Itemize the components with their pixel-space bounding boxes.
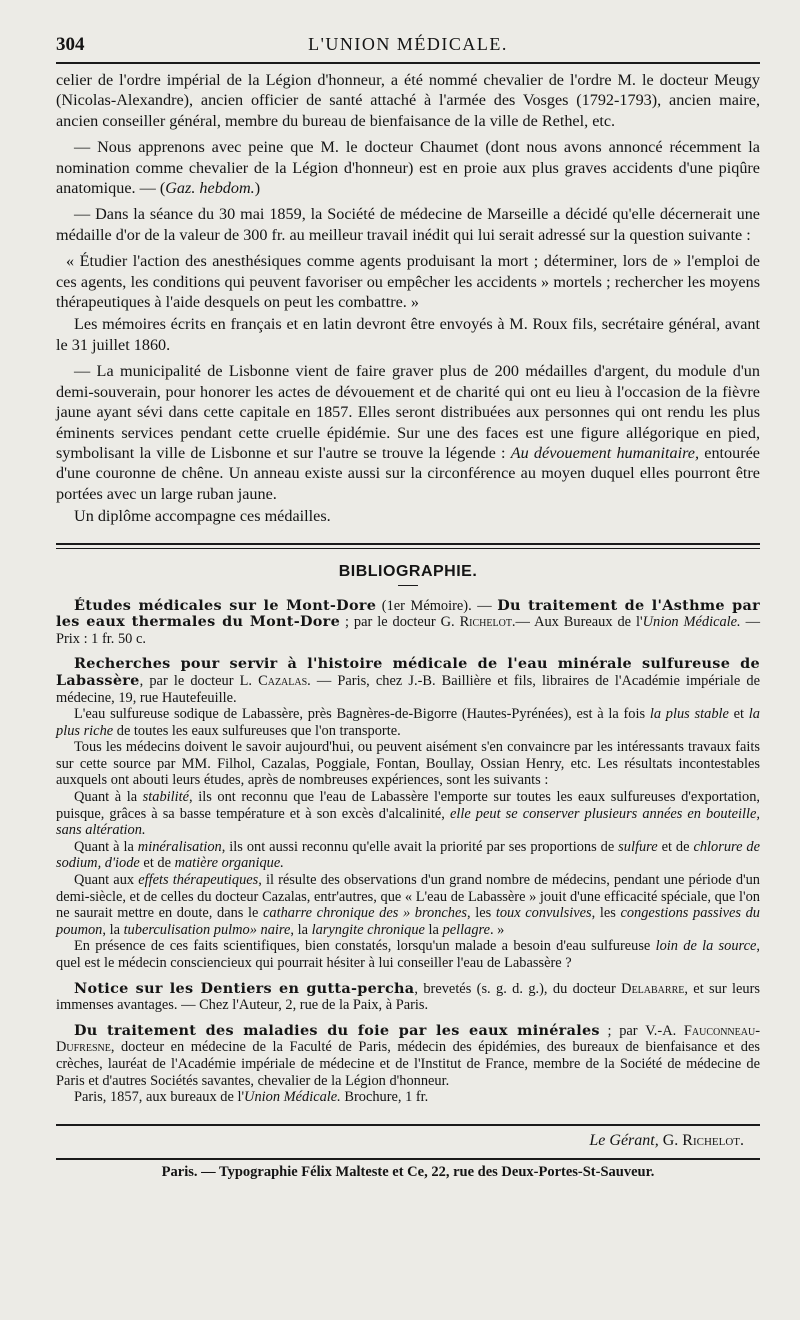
- news-section: [56, 70, 760, 527]
- medal-legend: Au dévouement humanitaire,: [510, 443, 700, 462]
- biblio-labassere-para-4: Quant à la minéralisation, ils ont aussi reconnu qu'elle avait la priorité par ses proportions de sulfure et de chlorure de sodium, d'iode et de matière organique.: [56, 838, 761, 872]
- biblio-foie-publication: Paris, 1857, aux bureaux de l'Union Médicale. Brochure, 1 fr.: [74, 1089, 429, 1106]
- news-paragraph-lisbonne: — La municipalité de Lisbonne vient de faire graver plus de 200 médailles d'argent, du module d'un demi-souverain, pour honorer les actes de dévouement et de charité qui ont eu lieu à l'occasion de la fièvre jaune ayant sévi dans cette capitale en 1857. Elles seront distribuées aux personnes qui ont rendu les plus éminents services pendant cette cruelle épidémie. Sur une des faces est une figure allégorique en pied, symbolisant la ville de Lisbonne et sur l'autre se trouve la légende : Au dévouement humanitaire, entourée d'une couronne de chêne. Un anneau existe aussi sur la circonférence au moyen duquel elles pourront être portées avec un large ruban jaune.: [56, 362, 760, 503]
- bibliography-title: BIBLIOGRAPHIE.: [338, 562, 478, 580]
- biblio-entry-foie: Du traitement des maladies du foie par les eaux minérales ; par V.-A. Fauconneau-Dufresne, docteur en médecine de la Faculté de Paris, médecin des épidémies, des bureaux de bienfaisance et des crèches, lauréat de l'Académie impériale de médecine et de l'Institut de France, membre de la Société de médecine de Paris et d'autres Sociétés savantes, chevalier de la Légion d'honneur.: [56, 1021, 760, 1089]
- biblio-labassere-para-5: Quant aux effets thérapeutiques, il résulte des observations d'un grand nombre de médecins, pendant une période d'un demi-siècle, et de celles du docteur Cazalas, entr'autres, que « L'eau de Labassère » jouit d'une efficacité spéciale, que l'on ne saurait mettre en doute, dans le catharre chronique des » bronches, les toux convulsives, les congestions passives du poumon, la tuberculisation pulmo» naire, la laryngite chronique la pellagre. »: [56, 872, 760, 938]
- biblio-labassere-para-3: Quant à la stabilité, ils ont reconnu que l'eau de Labassère l'emporte sur toutes les eaux sulfureuses d'exportation, puisque, grâces à sa basse température et à son excès d'alcalinité, elle peut se conserver plusieurs années en bouteille, sans altération.: [56, 789, 760, 839]
- signature-name: G. Richelot.: [658, 1131, 744, 1149]
- closing-rule: [56, 1124, 760, 1126]
- biblio-labassere-para-6: En présence de ces faits scientifiques, bien constatés, lorsqu'un malade a besoin d'eau sulfureuse loin de la source, quel est le médecin consciencieux qui pourrait hésiter à lui conseiller l'eau de Labassère ?: [56, 938, 760, 971]
- printer-imprint: Paris. — Typographie Félix Malteste et Ce, 22, rue des Deux-Portes-St-Sauveur.: [161, 1163, 655, 1180]
- section-divider: [56, 543, 760, 549]
- biblio-entry-labassere: Recherches pour servir à l'histoire médicale de l'eau minérale sulfureuse de Labassère, par le docteur L. Cazalas. — Paris, chez J.-B. Baillière et fils, libraires de l'Académie impériale de médecine, 19, rue Hautefeuille.: [56, 655, 760, 706]
- running-title: L'UNION MÉDICALE.: [308, 34, 508, 54]
- bibliography-section: [56, 598, 760, 1106]
- biblio-entry-dentiers: Notice sur les Dentiers en gutta-percha, brevetés (s. g. d. g.), du docteur Delabarre, et sur leurs immenses avantages. — Chez l'Auteur, 2, rue de la Paix, à Paris.: [56, 979, 760, 1014]
- footer-rule: [56, 1158, 760, 1160]
- news-paragraph-diplome: Un diplôme accompagne ces médailles.: [74, 507, 331, 526]
- news-paragraph-chaumet: — Nous apprenons avec peine que M. le docteur Chaumet (dont nous avons annoncé récemment la nomination comme chevalier de la Légion d'honneur) est en proie aux plus graves accidents d'une piqûre anatomique. — (Gaz. hebdom.): [56, 138, 760, 198]
- title-underline: [398, 585, 418, 586]
- biblio-labassere-para-2: Tous les médecins doivent le savoir aujourd'hui, ou peuvent aisément s'en convaincre par les intéressants travaux faits sur cette source par MM. Filhol, Cazalas, Poggiale, Fontan, Boullay, Ossian Henry, etc. Les résultats incontestables auxquels ont abouti leurs études, après de nombreuses expériences, sont les suivants :: [56, 739, 760, 789]
- biblio-entry-mont-dore: Études médicales sur le Mont-Dore (1er Mémoire). — Du traitement de l'Asthme par les eaux thermales du Mont-Dore ; par le docteur G. Richelot.— Aux Bureaux de l'Union Médicale. — Prix : 1 fr. 50 c.: [56, 596, 760, 647]
- news-paragraph-meugy: celier de l'ordre impérial de la Légion d'honneur, a été nommé chevalier de l'ordre M. le docteur Meugy (Nicolas-Alexandre), ancien officier de santé attaché à l'armée des Vosges (1792-1793), ancien maire, ancien conseiller général, membre du bureau de bienfaisance de la ville de Rethel, etc.: [56, 71, 760, 130]
- news-quote-question: « Étudier l'action des anesthésiques comme agents produisant la mort ; déterminer, lors de » l'emploi de ces agents, les conditions qui peuvent favoriser ou empêcher les accidents » mortels ; rechercher les moyens thérapeutiques à l'aide desquels on peut les combattre. »: [56, 252, 760, 312]
- page-number: 304: [56, 34, 85, 55]
- page-header: [56, 30, 760, 64]
- signature: [56, 1132, 760, 1150]
- biblio-labassere-para-1: L'eau sulfureuse sodique de Labassère, près Bagnères-de-Bigorre (Hautes-Pyrénées), est à la fois la plus stable et la plus riche de toutes les eaux sulfureuses que l'on transporte.: [56, 706, 760, 739]
- source-citation: Gaz. hebdom.: [165, 179, 255, 198]
- signature-label: Le Gérant,: [589, 1131, 659, 1149]
- news-paragraph-marseille: — Dans la séance du 30 mai 1859, la Société de médecine de Marseille a décidé qu'elle décernerait une médaille d'or de la valeur de 300 fr. au meilleur travail inédit qui lui serait adressé sur la question suivante :: [56, 205, 760, 244]
- news-paragraph-memoires: Les mémoires écrits en français et en latin devront être envoyés à M. Roux fils, secrétaire général, avant le 31 juillet 1860.: [56, 315, 760, 354]
